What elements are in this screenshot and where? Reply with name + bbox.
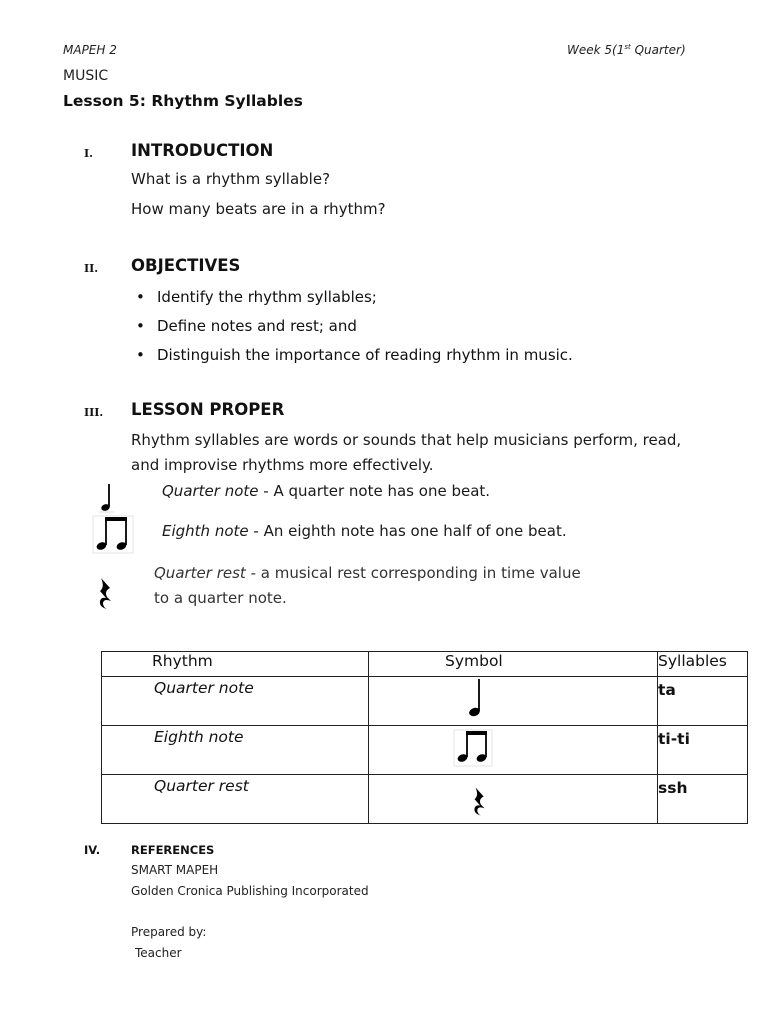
definition-term: Eighth note bbox=[162, 522, 249, 540]
definition-term: Quarter rest bbox=[154, 564, 246, 582]
objective-item: • Define notes and rest; and bbox=[136, 314, 573, 343]
header-right bbox=[567, 43, 686, 57]
definition-eighth-note bbox=[162, 522, 567, 540]
eighth-notes-icon bbox=[92, 514, 134, 554]
table-header-symbol: Symbol bbox=[369, 652, 658, 677]
header-right-suffix: Quarter) bbox=[630, 43, 686, 57]
quarter-note-icon bbox=[94, 480, 120, 514]
objective-item: • Identify the rhythm syllables; bbox=[136, 285, 573, 314]
table-row bbox=[102, 677, 748, 726]
objective-item: • Distinguish the importance of reading rhythm in music. bbox=[136, 343, 573, 372]
quarter-note-icon bbox=[460, 677, 657, 719]
definition-term: Quarter note bbox=[162, 482, 259, 500]
quarter-rest-icon bbox=[470, 785, 657, 817]
lesson-intro-line-1: Rhythm syllables are words or sounds that help musicians perform, read, bbox=[131, 431, 682, 449]
lesson-title bbox=[63, 92, 303, 110]
definition-quarter-note bbox=[162, 482, 490, 500]
definition-text: - An eighth note has one half of one beat. bbox=[248, 522, 567, 540]
header-left: MAPEH 2 bbox=[63, 43, 117, 57]
lesson-number: Lesson 5 bbox=[63, 92, 140, 110]
header-right-prefix: Week 5(1 bbox=[567, 43, 625, 57]
section-title-references: REFERENCES bbox=[131, 843, 215, 857]
lesson-intro-line-2: and improvise rhythms more effectively. bbox=[131, 456, 434, 474]
prepared-by-name: Teacher bbox=[135, 946, 182, 960]
section-title-lesson-proper: LESSON PROPER bbox=[131, 400, 285, 419]
eighth-notes-icon bbox=[453, 729, 657, 767]
definition-text: - a musical rest corresponding in time value bbox=[245, 564, 581, 582]
definition-quarter-rest-cont: to a quarter note. bbox=[154, 589, 287, 607]
table-header-row bbox=[102, 652, 748, 677]
table-cell-rhythm: Quarter rest bbox=[102, 775, 369, 824]
reference-line: SMART MAPEH bbox=[131, 863, 219, 877]
section-title-introduction: INTRODUCTION bbox=[131, 141, 274, 160]
section-numeral-lesson-proper: III. bbox=[84, 406, 104, 419]
table-cell-symbol bbox=[369, 677, 658, 726]
table-header-rhythm: Rhythm bbox=[102, 652, 369, 677]
quarter-rest-icon bbox=[95, 576, 117, 610]
section-numeral-references: IV. bbox=[84, 843, 101, 857]
definition-text: - A quarter note has one beat. bbox=[258, 482, 491, 500]
objectives-list bbox=[136, 285, 573, 372]
table-row bbox=[102, 726, 748, 775]
subject-label: MUSIC bbox=[63, 68, 109, 84]
reference-line: Golden Cronica Publishing Incorporated bbox=[131, 884, 369, 898]
table-cell-rhythm: Quarter note bbox=[102, 677, 369, 726]
prepared-by-label: Prepared by: bbox=[131, 925, 207, 939]
table-cell-syllable: ta bbox=[658, 677, 748, 726]
section-title-objectives: OBJECTIVES bbox=[131, 256, 241, 275]
table-cell-syllable: ssh bbox=[658, 775, 748, 824]
table-cell-rhythm: Eighth note bbox=[102, 726, 369, 775]
table-header-syllables: Syllables bbox=[658, 652, 748, 677]
table-row bbox=[102, 775, 748, 824]
lesson-separator: : bbox=[139, 92, 152, 110]
table-cell-syllable: ti-ti bbox=[658, 726, 748, 775]
lesson-name: Rhythm Syllables bbox=[151, 92, 303, 110]
table-cell-symbol bbox=[369, 726, 658, 775]
rhythm-table bbox=[101, 651, 748, 824]
definition-quarter-rest bbox=[154, 564, 581, 582]
intro-question-1: What is a rhythm syllable? bbox=[131, 170, 331, 188]
section-numeral-introduction: I. bbox=[84, 147, 93, 160]
section-numeral-objectives: II. bbox=[84, 262, 99, 275]
header-right-sup: st bbox=[624, 43, 631, 51]
intro-question-2: How many beats are in a rhythm? bbox=[131, 200, 386, 218]
table-cell-symbol bbox=[369, 775, 658, 824]
